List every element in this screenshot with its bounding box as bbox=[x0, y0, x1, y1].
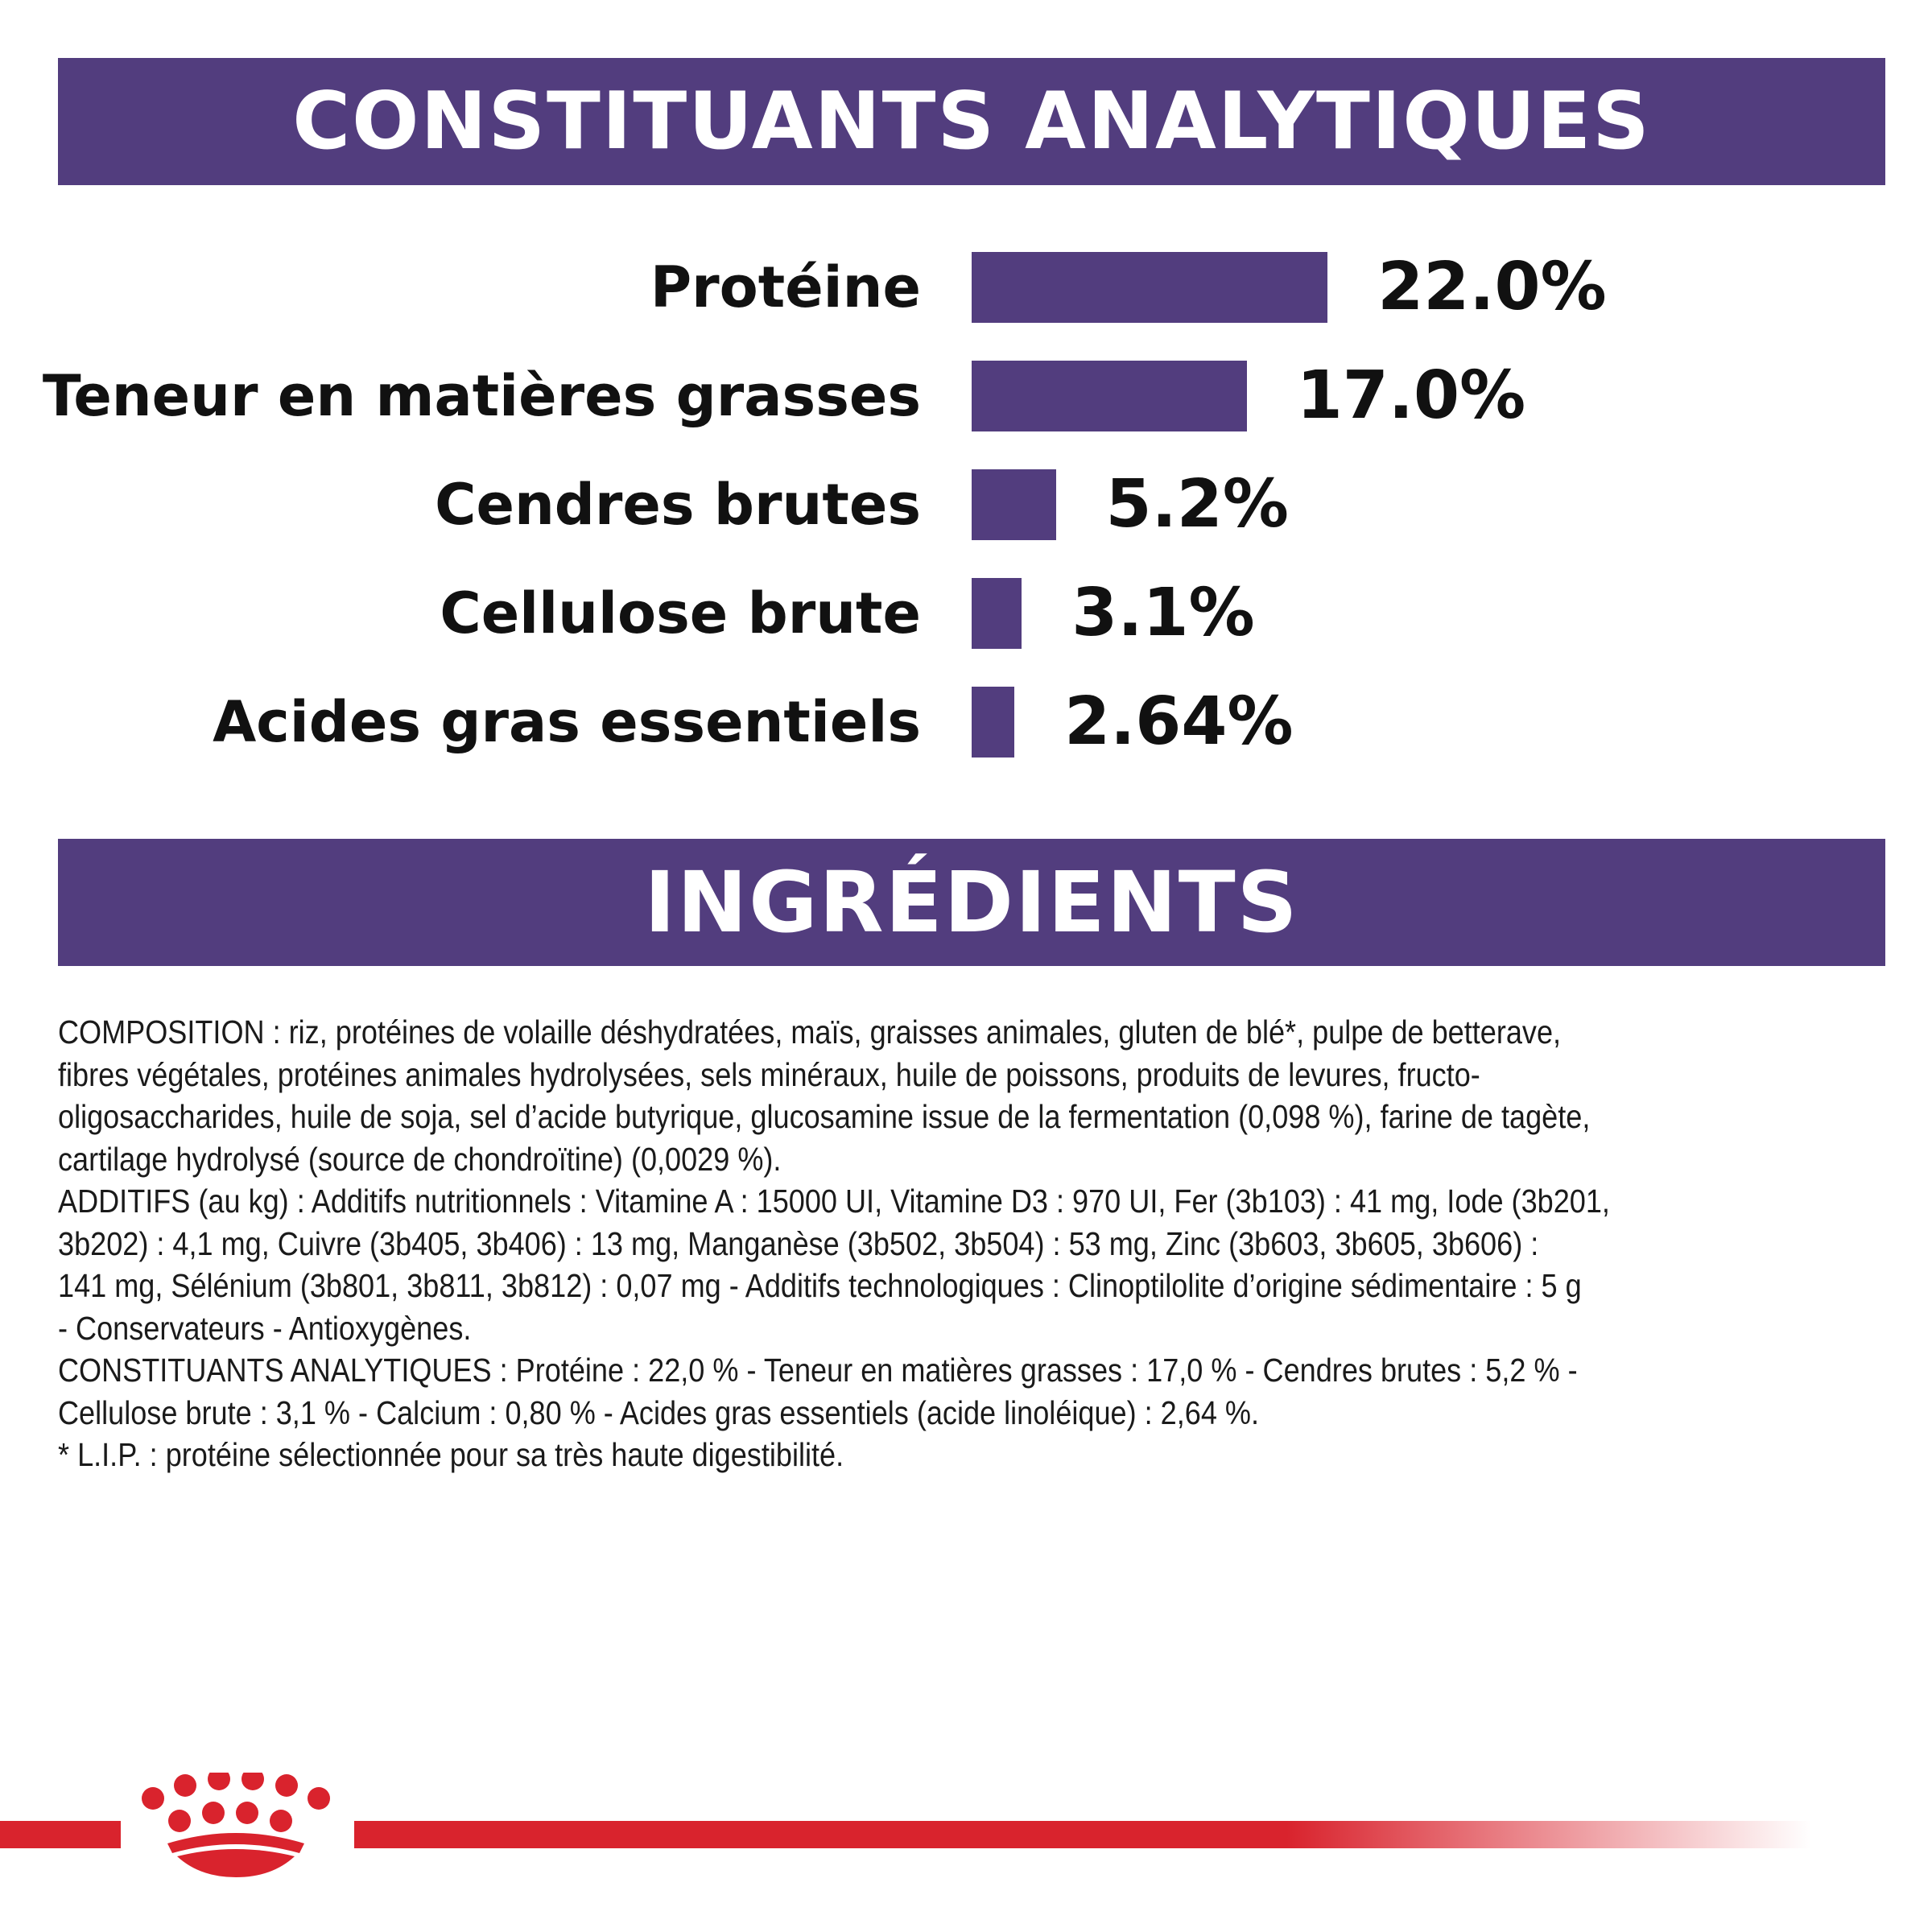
bar bbox=[972, 687, 1014, 758]
bar-value-label: 3.1% bbox=[1071, 575, 1255, 651]
footer-red-line-left bbox=[0, 1821, 121, 1848]
bar bbox=[972, 252, 1327, 323]
ingredients-title: INGRÉDIENTS bbox=[644, 853, 1299, 952]
bar-category-label: Acides gras essentiels bbox=[213, 689, 921, 755]
bar-row bbox=[0, 466, 1932, 543]
bar-category-label: Cellulose brute bbox=[440, 580, 921, 646]
bar bbox=[972, 578, 1022, 649]
bar-row bbox=[0, 575, 1932, 651]
bar-value-label: 17.0% bbox=[1296, 357, 1526, 434]
ingredients-line: 141 mg, Sélénium (3b801, 3b811, 3b812) : 0,07 mg - Additifs technologiques : Clinoptilolite d’origine sédimentaire : 5 g bbox=[58, 1267, 1582, 1304]
ingredients-line: Cellulose brute : 3,1 % - Calcium : 0,80 % - Acides gras essentiels (acide linoléique) : 2,64 %. bbox=[58, 1393, 1260, 1431]
analytics-title: CONSTITUANTS ANALYTIQUES bbox=[292, 76, 1651, 167]
bar-category-label: Protéine bbox=[650, 254, 921, 320]
bar-value-label: 22.0% bbox=[1377, 249, 1607, 325]
bar-category-label: Cendres brutes bbox=[435, 472, 921, 538]
analytics-banner bbox=[58, 58, 1885, 185]
ingredients-line: - Conservateurs - Antioxygènes. bbox=[58, 1309, 472, 1347]
bar-row bbox=[0, 683, 1932, 760]
bar-value-label: 5.2% bbox=[1105, 466, 1289, 543]
ingredients-line: COMPOSITION : riz, protéines de volaille déshydratées, maïs, graisses animales, gluten de blé*, pulpe de betterave, bbox=[58, 1013, 1562, 1051]
bar-row bbox=[0, 249, 1932, 325]
bar-category-label: Teneur en matières grasses bbox=[42, 363, 921, 429]
ingredients-line: fibres végétales, protéines animales hydrolysées, sels minéraux, huile de poissons, produits de levures, fructo- bbox=[58, 1055, 1480, 1093]
ingredients-line: CONSTITUANTS ANALYTIQUES : Protéine : 22,0 % - Teneur en matières grasses : 17,0 % - Cendres brutes : 5,2 % - bbox=[58, 1352, 1578, 1389]
ingredients-line: cartilage hydrolysé (source de chondroïtine) (0,0029 %). bbox=[58, 1140, 782, 1178]
ingredients-banner bbox=[58, 839, 1885, 966]
royal-canin-crown-icon bbox=[135, 1773, 336, 1877]
ingredients-line: * L.I.P. : protéine sélectionnée pour sa très haute digestibilité. bbox=[58, 1436, 844, 1473]
ingredients-line: ADDITIFS (au kg) : Additifs nutritionnels : Vitamine A : 15000 UI, Vitamine D3 : 970 UI, Fer (3b103) : 41 mg, Iode (3b201, bbox=[58, 1183, 1610, 1220]
ingredients-line: oligosaccharides, huile de soja, sel d’acide butyrique, glucosamine issue de la fermentation (0,098 %), farine de tagète, bbox=[58, 1098, 1591, 1135]
ingredients-text bbox=[58, 1011, 1885, 1476]
bar bbox=[972, 469, 1056, 540]
bar-value-label: 2.64% bbox=[1064, 683, 1294, 760]
bar-row bbox=[0, 357, 1932, 434]
ingredients-line: 3b202) : 4,1 mg, Cuivre (3b405, 3b406) : 13 mg, Manganèse (3b502, 3b504) : 53 mg, Zinc (3b603, 3b605, 3b606) : bbox=[58, 1224, 1539, 1262]
bar bbox=[972, 361, 1247, 431]
footer-red-line-right bbox=[354, 1821, 1811, 1848]
